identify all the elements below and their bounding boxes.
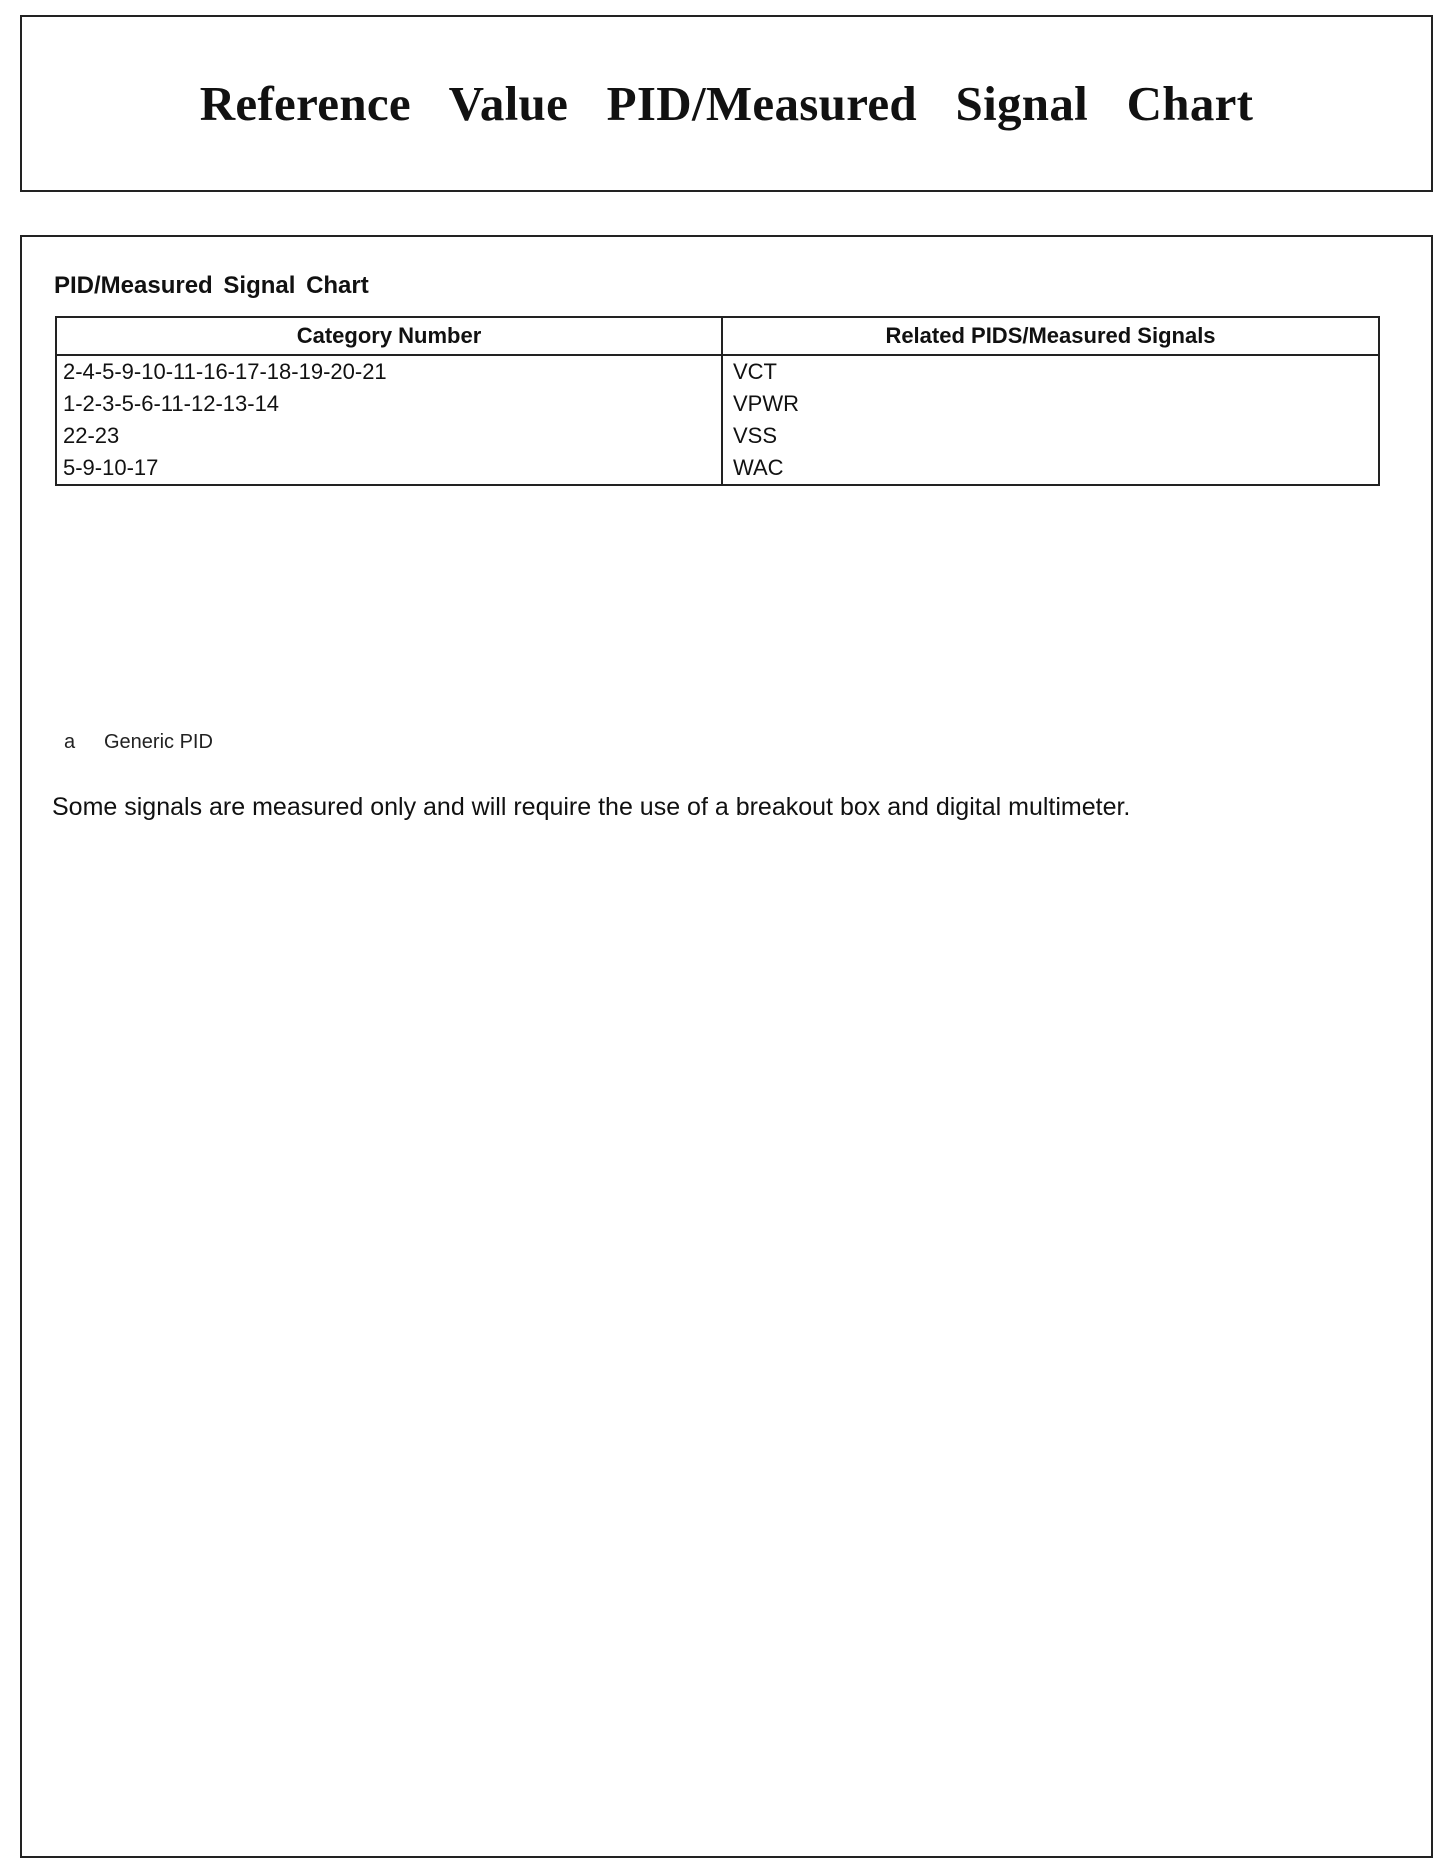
title-box [20,15,1433,192]
table-footnote [64,732,213,752]
column-header-category: Category Number [56,317,722,355]
category-number-cell: 22-23 [56,420,722,452]
content-box [20,235,1433,1858]
pid-signal-table [55,316,1380,486]
category-number-cell: 5-9-10-17 [56,452,722,485]
signal-cell: WAC [733,455,784,480]
table-header-row [56,317,1379,355]
category-number-cell: 2-4-5-9-10-11-16-17-18-19-20-21 [56,355,722,388]
footnote-marker: a [64,731,76,753]
table-row [56,420,1379,452]
signal-cell: VCT [733,359,777,384]
section-heading: PID/Measured Signal Chart [54,272,369,299]
table-row [56,452,1379,485]
signal-cell: VPWR [733,391,799,416]
signal-cell: VSS [733,423,778,448]
column-header-signals: Related PIDS/Measured Signals [722,317,1379,355]
footnote-text: Generic PID [104,731,213,753]
table-row [56,355,1379,388]
category-number-cell: 1-2-3-5-6-11-12-13-14 [56,388,722,420]
table-row [56,388,1379,420]
page-title: Reference Value PID/Measured Signal Chart [199,76,1254,131]
measurement-note: Some signals are measured only and will require the use of a breakout box and digital multimeter. [52,793,1131,821]
